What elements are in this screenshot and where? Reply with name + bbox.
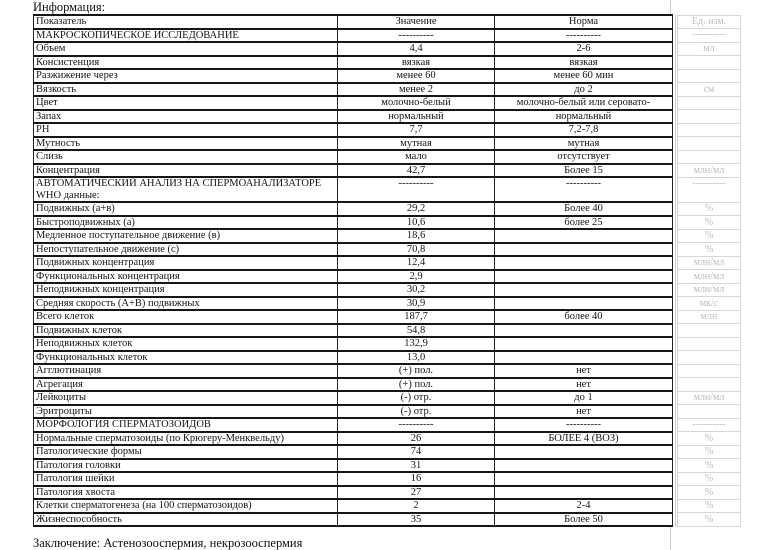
value-cell: 12,4 [338,256,495,270]
norm-cell: нет [495,378,673,392]
unit-cell: см [677,83,741,97]
norm-cell: Более 15 [495,164,673,178]
value-cell: 16 [338,472,495,486]
norm-cell [495,486,673,500]
unit-cell [677,69,741,83]
norm-cell: отсутствует [495,150,673,164]
norm-cell [495,229,673,243]
norm-cell [495,256,673,270]
table-row [34,229,741,243]
indicator-cell: Функциональных концентрация [34,270,338,284]
indicator-cell: Слизь [34,150,338,164]
indicator-cell: Патология шейки [34,472,338,486]
table-row [34,216,741,230]
unit-cell [677,56,741,70]
table-row [34,56,741,70]
table-row [34,202,741,216]
norm-cell [495,472,673,486]
value-cell: 31 [338,459,495,473]
norm-cell: до 1 [495,391,673,405]
value-cell: 54,8 [338,324,495,338]
indicator-cell: Запах [34,110,338,124]
indicator-cell: Вязкость [34,83,338,97]
indicator-cell: Нормальные сперматозоиды (по Крюгеру-Менквельду) [34,432,338,446]
indicator-cell: Патология хвоста [34,486,338,500]
value-cell: мало [338,150,495,164]
unit-cell: % [677,459,741,473]
value-cell: 13,0 [338,351,495,365]
unit-cell: млн/мл [677,283,741,297]
indicator-cell: Жизнеспособность [34,513,338,527]
unit-cell: ---------- [677,177,741,202]
table-row [34,486,741,500]
table-row [34,164,741,178]
unit-cell: % [677,513,741,527]
value-cell: ---------- [338,29,495,43]
indicator-cell: Лейкоциты [34,391,338,405]
table-row [34,391,741,405]
table-row [34,270,741,284]
norm-cell [495,270,673,284]
norm-cell: мутная [495,137,673,151]
unit-cell: % [677,432,741,446]
value-cell: (+) пол. [338,364,495,378]
value-cell: 2 [338,499,495,513]
value-cell: 4,4 [338,42,495,56]
unit-cell: % [677,202,741,216]
unit-cell: млн/мл [677,164,741,178]
norm-cell: ---------- [495,418,673,432]
col-header-norm: Норма [495,15,673,29]
unit-cell [677,123,741,137]
norm-cell: ---------- [495,29,673,43]
conclusion-text: Заключение: Астенозооспермия, некрозооспермия [33,536,303,550]
indicator-cell: Подвижных клеток [34,324,338,338]
value-cell: (+) пол. [338,378,495,392]
unit-cell [677,110,741,124]
value-cell: вязкая [338,56,495,70]
table-header-row [34,15,741,29]
unit-cell: ---------- [677,29,741,43]
value-cell: 30,2 [338,283,495,297]
table-row [34,472,741,486]
table-row [34,459,741,473]
indicator-cell: Непоступательное движение (с) [34,243,338,257]
value-cell: (-) отр. [338,391,495,405]
table-row [34,29,741,43]
norm-cell: менее 60 мин [495,69,673,83]
info-label: Информация: [33,0,106,14]
table-row [34,243,741,257]
table-row [34,513,741,527]
norm-cell: Более 50 [495,513,673,527]
unit-cell: % [677,445,741,459]
indicator-cell: Подвижных концентрация [34,256,338,270]
indicator-cell: Консистенция [34,56,338,70]
table-row [34,418,741,432]
value-cell: ---------- [338,177,495,202]
indicator-cell: Быстроподвижных (а) [34,216,338,230]
norm-cell: вязкая [495,56,673,70]
col-header-value: Значение [338,15,495,29]
table-row [34,150,741,164]
indicator-cell: PH [34,123,338,137]
indicator-cell: Функциональных клеток [34,351,338,365]
value-cell: 30,9 [338,297,495,311]
norm-cell [495,337,673,351]
norm-cell [495,445,673,459]
norm-cell: БОЛЕЕ 4 (ВОЗ) [495,432,673,446]
indicator-cell: АВТОМАТИЧЕСКИЙ АНАЛИЗ НА СПЕРМОАНАЛИЗАТОРЕ WHO данные: [34,177,338,202]
table-row [34,123,741,137]
unit-cell: % [677,486,741,500]
value-cell: 18,6 [338,229,495,243]
value-cell: 10,6 [338,216,495,230]
unit-cell: млн/мл [677,270,741,284]
indicator-cell: Неподвижных концентрация [34,283,338,297]
value-cell: (-) отр. [338,405,495,419]
indicator-cell: Концентрация [34,164,338,178]
value-cell: мутная [338,137,495,151]
unit-cell: млн/мл [677,256,741,270]
norm-cell: 2-4 [495,499,673,513]
indicator-cell: МАКРОСКОПИЧЕСКОЕ ИССЛЕДОВАНИЕ [34,29,338,43]
indicator-cell: Объем [34,42,338,56]
col-header-unit: Ед. изм. [677,15,741,29]
table-row [34,351,741,365]
unit-cell [677,351,741,365]
unit-cell [677,96,741,110]
norm-cell [495,283,673,297]
value-cell: 42,7 [338,164,495,178]
norm-cell: до 2 [495,83,673,97]
unit-cell [677,378,741,392]
value-cell: менее 60 [338,69,495,83]
table-row [34,310,741,324]
table-row [34,445,741,459]
norm-cell: нет [495,364,673,378]
unit-cell: млн [677,310,741,324]
norm-cell: Более 40 [495,202,673,216]
norm-cell: нормальный [495,110,673,124]
value-cell: 74 [338,445,495,459]
results-table [33,14,741,527]
table-row [34,83,741,97]
indicator-cell: Средняя скорость (А+В) подвижных [34,297,338,311]
table-row [34,364,741,378]
norm-cell: более 25 [495,216,673,230]
table-row [34,137,741,151]
table-row [34,96,741,110]
indicator-cell: Клетки сперматогенеза (на 100 сперматозоидов) [34,499,338,513]
norm-cell [495,243,673,257]
table-row [34,42,741,56]
value-cell: 35 [338,513,495,527]
value-cell: менее 2 [338,83,495,97]
table-row [34,256,741,270]
indicator-cell: Цвет [34,96,338,110]
table-row [34,283,741,297]
table-row [34,297,741,311]
unit-cell [677,364,741,378]
norm-cell [495,297,673,311]
norm-cell: более 40 [495,310,673,324]
value-cell: 29,2 [338,202,495,216]
indicator-cell: Всего клеток [34,310,338,324]
value-cell: 70,8 [338,243,495,257]
unit-cell: % [677,499,741,513]
unit-cell [677,337,741,351]
unit-cell: % [677,229,741,243]
value-cell: 27 [338,486,495,500]
indicator-cell: Эритроциты [34,405,338,419]
value-cell: 26 [338,432,495,446]
table-row [34,337,741,351]
unit-cell [677,324,741,338]
value-cell: ---------- [338,418,495,432]
unit-cell [677,405,741,419]
indicator-cell: МОРФОЛОГИЯ СПЕРМАТОЗОИДОВ [34,418,338,432]
value-cell: нормальный [338,110,495,124]
value-cell: 132,9 [338,337,495,351]
table-row [34,499,741,513]
indicator-cell: Разжижение через [34,69,338,83]
indicator-cell: Агрегация [34,378,338,392]
value-cell: 7,7 [338,123,495,137]
table-row [34,405,741,419]
indicator-cell: Медленное поступательное движение (в) [34,229,338,243]
indicator-cell: Неподвижных клеток [34,337,338,351]
unit-cell: млн/мл [677,391,741,405]
indicator-cell: Мутность [34,137,338,151]
unit-cell: мк/с [677,297,741,311]
unit-cell: ---------- [677,418,741,432]
norm-cell: нет [495,405,673,419]
indicator-cell: Патологические формы [34,445,338,459]
table-row [34,177,741,202]
table-row [34,69,741,83]
indicator-cell: Подвижных (а+в) [34,202,338,216]
norm-cell: ---------- [495,177,673,202]
indicator-cell: Агглютинация [34,364,338,378]
norm-cell [495,459,673,473]
unit-cell: мл [677,42,741,56]
norm-cell [495,351,673,365]
unit-cell: % [677,243,741,257]
value-cell: молочно-белый [338,96,495,110]
value-cell: 2,9 [338,270,495,284]
norm-cell: 7,2-7,8 [495,123,673,137]
col-header-indicator: Показатель [34,15,338,29]
table-row [34,378,741,392]
table-row [34,110,741,124]
norm-cell: молочно-белый или серовато- [495,96,673,110]
unit-cell [677,150,741,164]
unit-cell: % [677,472,741,486]
norm-cell [495,324,673,338]
indicator-cell: Патология головки [34,459,338,473]
norm-cell: 2-6 [495,42,673,56]
table-row [34,324,741,338]
value-cell: 187,7 [338,310,495,324]
unit-cell [677,137,741,151]
unit-cell: % [677,216,741,230]
table-row [34,432,741,446]
